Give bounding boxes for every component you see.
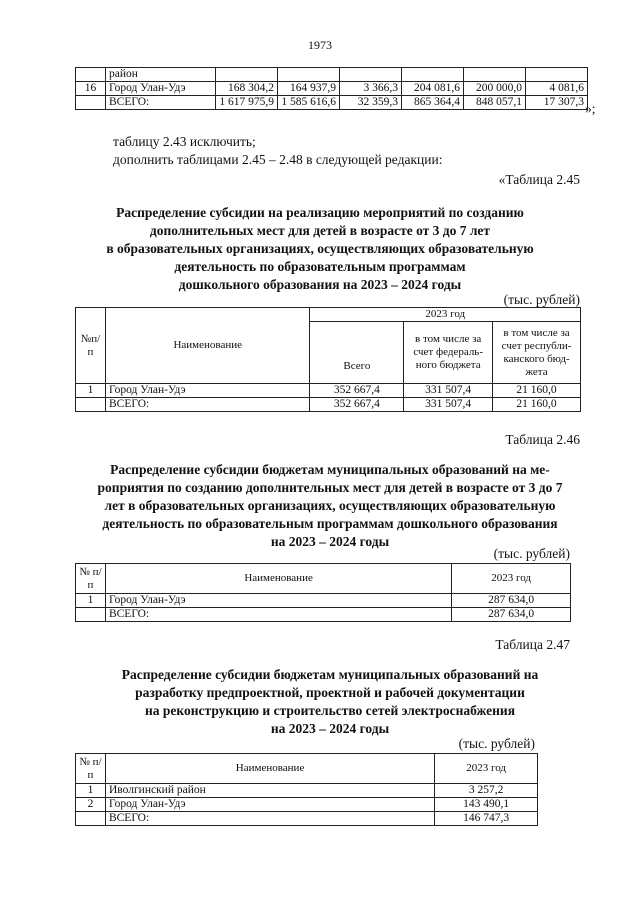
table-cell: ВСЕГО: bbox=[105, 608, 451, 622]
table-cell: 4 081,6 bbox=[526, 82, 588, 96]
table-cell: ВСЕГО: bbox=[105, 812, 434, 826]
column-header: Наименование bbox=[105, 308, 310, 384]
unit-label: (тыс. рублей) bbox=[493, 546, 570, 561]
table-cell: ВСЕГО: bbox=[106, 96, 216, 110]
column-header: Наименование bbox=[105, 564, 451, 594]
table-cell: 287 634,0 bbox=[452, 594, 571, 608]
table-cell: Город Улан-Удэ bbox=[105, 594, 451, 608]
table-cell: 865 364,4 bbox=[402, 96, 464, 110]
table-row bbox=[76, 594, 571, 608]
table-row bbox=[76, 798, 538, 812]
table-cell: 331 507,4 bbox=[404, 384, 493, 398]
table-cell: 1 bbox=[76, 384, 106, 398]
table-cell bbox=[76, 812, 106, 826]
table-cell: 1 585 616,6 bbox=[278, 96, 340, 110]
table-cell: Город Улан-Удэ bbox=[105, 384, 310, 398]
column-header: № п/п bbox=[76, 754, 106, 784]
table-title: Распределение субсидии на реализацию мероприятий по созданию дополнительных мест для детей в возрасте от 3 до 7 лет в образовательных организациях, осуществляющих образовательную деятельность по образовательным программам дошкольного образования на 2023 – 2024 годы bbox=[106, 205, 534, 292]
table-cell: 1 617 975,9 bbox=[216, 96, 278, 110]
table-cell: 164 937,9 bbox=[278, 82, 340, 96]
table-closing-quote: »; bbox=[585, 101, 596, 116]
table-cell: 287 634,0 bbox=[452, 608, 571, 622]
table-row bbox=[76, 784, 538, 798]
table-cell: 352 667,4 bbox=[310, 384, 404, 398]
table-row bbox=[76, 608, 571, 622]
table-cell: 168 304,2 bbox=[216, 82, 278, 96]
table-cell: 21 160,0 bbox=[493, 384, 581, 398]
unit-label: (тыс. рублей) bbox=[503, 292, 580, 307]
table-cell: 1 bbox=[76, 594, 106, 608]
table-cell bbox=[76, 398, 106, 412]
table-title: Распределение субсидии бюджетам муниципальных образований на разработку предпроектной, проектной и рабочей документации на реконструкцию и строительство сетей электроснабжения на 2023 – 2024 годы bbox=[121, 667, 539, 736]
paragraph: таблицу 2.43 исключить; bbox=[113, 134, 256, 149]
table-row bbox=[76, 398, 581, 412]
table-2-46 bbox=[75, 563, 571, 622]
table-cell: Город Улан-Удэ bbox=[106, 82, 216, 96]
column-header: в том числе за счет республи-канского бюд-жета bbox=[493, 322, 581, 384]
continuation-table bbox=[75, 67, 588, 110]
table-cell: район bbox=[106, 68, 216, 82]
page-number: 1973 bbox=[308, 38, 332, 52]
table-cell: 2 bbox=[76, 798, 106, 812]
table-cell: 204 081,6 bbox=[402, 82, 464, 96]
column-header: Всего bbox=[310, 322, 404, 384]
column-header: №п/п bbox=[76, 308, 106, 384]
table-2-45 bbox=[75, 307, 581, 412]
table-cell: 146 747,3 bbox=[435, 812, 538, 826]
table-cell: 3 366,3 bbox=[340, 82, 402, 96]
table-cell: Город Улан-Удэ bbox=[105, 798, 434, 812]
table-row bbox=[76, 384, 581, 398]
column-header: № п/п bbox=[76, 564, 106, 594]
table-label: Таблица 2.47 bbox=[495, 637, 570, 652]
table-cell: 143 490,1 bbox=[435, 798, 538, 812]
table-cell: ВСЕГО: bbox=[105, 398, 310, 412]
table-row bbox=[76, 68, 588, 82]
table-cell: 1 bbox=[76, 784, 106, 798]
column-header: 2023 год bbox=[435, 754, 538, 784]
table-cell: 3 257,2 bbox=[435, 784, 538, 798]
table-cell: Иволгинский район bbox=[105, 784, 434, 798]
column-header: 2023 год bbox=[452, 564, 571, 594]
table-2-47 bbox=[75, 753, 538, 826]
table-cell: 200 000,0 bbox=[464, 82, 526, 96]
table-cell: 352 667,4 bbox=[310, 398, 404, 412]
table-title: Распределение субсидии бюджетам муниципальных образований на ме- роприятия по созданию дополнительных мест для детей в возрасте от 3 до 7 лет в образовательных организациях, осуществляющих образовательную деятельность по образовательным программам дошкольного образования на 2023 – 2024 годы bbox=[97, 462, 563, 549]
table-cell: 17 307,3 bbox=[526, 96, 588, 110]
table-cell: 331 507,4 bbox=[404, 398, 493, 412]
column-header: Наименование bbox=[105, 754, 434, 784]
paragraph: дополнить таблицами 2.45 – 2.48 в следующей редакции: bbox=[113, 152, 443, 167]
table-cell: 21 160,0 bbox=[493, 398, 581, 412]
unit-label: (тыс. рублей) bbox=[458, 736, 535, 751]
table-cell: 32 359,3 bbox=[340, 96, 402, 110]
table-cell: 16 bbox=[76, 82, 106, 96]
column-header: 2023 год bbox=[310, 308, 581, 322]
column-header: в том числе за счет федераль-ного бюджета bbox=[404, 322, 493, 384]
table-row bbox=[76, 812, 538, 826]
table-cell bbox=[76, 608, 106, 622]
table-label: «Таблица 2.45 bbox=[498, 172, 580, 187]
table-row bbox=[76, 82, 588, 96]
table-label: Таблица 2.46 bbox=[505, 432, 580, 447]
table-row bbox=[76, 96, 588, 110]
table-cell: 848 057,1 bbox=[464, 96, 526, 110]
